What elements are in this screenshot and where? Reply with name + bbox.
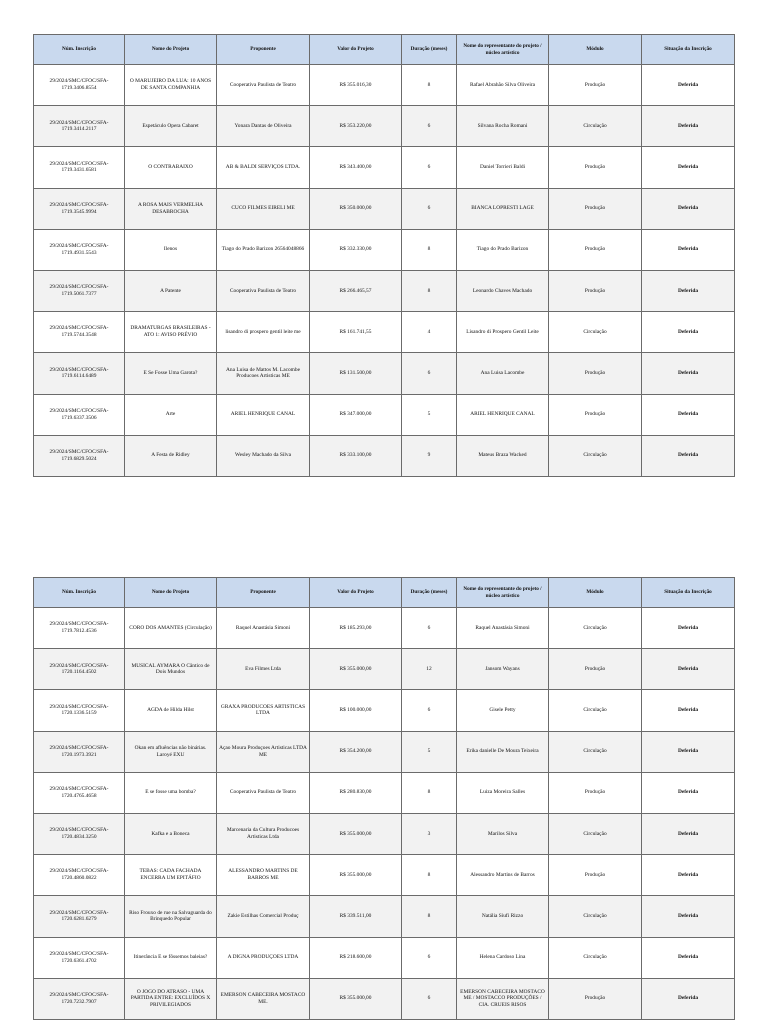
cell-project-value: R$ 280.830,00 (310, 772, 402, 813)
cell-module: Produção (549, 353, 642, 394)
cell-representative: Lisandro di Prospero Gentil Leite (457, 312, 549, 353)
cell-status: Deferida (642, 394, 735, 435)
cell-inscricao-number: 29/2024/SMC/CFOC/SFA-1719.6337.3506 (34, 394, 125, 435)
cell-proponent: Tiago do Prado Barizon 26564048866 (217, 229, 310, 270)
table-row (34, 813, 735, 854)
cell-project-value: R$ 355.000,00 (310, 978, 402, 1019)
column-header-project-value: Valor do Projeto (310, 578, 402, 608)
cell-representative: BIANCA LOPRESTI LAGE (457, 188, 549, 229)
cell-inscricao-number: 29/2024/SMC/CFOC/SFA-1719.4931.5543 (34, 229, 125, 270)
cell-status: Deferida (642, 978, 735, 1019)
cell-project-value: R$ 218.600,00 (310, 937, 402, 978)
cell-project-name: Kafka e a Boneca (125, 813, 217, 854)
cell-status: Deferida (642, 855, 735, 896)
column-header-inscricao-number: Núm. Inscrição (34, 35, 125, 65)
cell-module: Circulação (549, 106, 642, 147)
cell-project-value: R$ 355.016,30 (310, 65, 402, 106)
cell-representative: Raquel Anastásia Simoni (457, 608, 549, 649)
cell-module: Produção (549, 855, 642, 896)
cell-duration-months: 8 (402, 855, 457, 896)
cell-project-value: R$ 355.000,00 (310, 813, 402, 854)
column-header-status: Situação da Inscrição (642, 35, 735, 65)
table-row (34, 312, 735, 353)
cell-module: Produção (549, 270, 642, 311)
column-header-inscricao-number: Núm. Inscrição (34, 578, 125, 608)
table-body (34, 608, 735, 1020)
inscricoes-table-1 (33, 34, 735, 477)
cell-module: Circulação (549, 608, 642, 649)
cell-status: Deferida (642, 188, 735, 229)
cell-inscricao-number: 29/2024/SMC/CFOC/SFA-1719.6829.5024 (34, 435, 125, 476)
cell-proponent: Cooperativa Paulista de Teatro (217, 65, 310, 106)
cell-module: Circulação (549, 435, 642, 476)
cell-project-name: Ilenos (125, 229, 217, 270)
cell-status: Deferida (642, 147, 735, 188)
column-header-project-value: Valor do Projeto (310, 35, 402, 65)
column-header-module: Módulo (549, 35, 642, 65)
cell-module: Circulação (549, 896, 642, 937)
column-header-duration-months: Duração (meses) (402, 578, 457, 608)
cell-representative: Natália Siufi Rizzo (457, 896, 549, 937)
column-header-duration-months: Duração (meses) (402, 35, 457, 65)
cell-project-value: R$ 100.000,00 (310, 690, 402, 731)
cell-project-value: R$ 355.000,00 (310, 855, 402, 896)
cell-status: Deferida (642, 435, 735, 476)
cell-project-name: DRAMATURGAS BRASILEIRAS - ATO 1: AVISO PRÉVIO (125, 312, 217, 353)
cell-project-name: A ROSA MAIS VERMELHA DESABROCHA (125, 188, 217, 229)
column-header-proponent: Proponente (217, 35, 310, 65)
cell-proponent: AB & BALDI SERVIÇOS LTDA. (217, 147, 310, 188)
cell-module: Produção (549, 65, 642, 106)
cell-module: Circulação (549, 731, 642, 772)
cell-proponent: EMERSON CABECEIRA MOSTACO ME. (217, 978, 310, 1019)
table-row (34, 270, 735, 311)
table-row (34, 353, 735, 394)
table-row (34, 649, 735, 690)
cell-proponent: ARIEL HENRIQUE CANAL (217, 394, 310, 435)
cell-duration-months: 5 (402, 394, 457, 435)
cell-inscricao-number: 29/2024/SMC/CFOC/SFA-1720.7232.7907 (34, 978, 125, 1019)
cell-project-name: Arte (125, 394, 217, 435)
cell-duration-months: 4 (402, 312, 457, 353)
cell-status: Deferida (642, 813, 735, 854)
cell-module: Produção (549, 978, 642, 1019)
table-header-row (34, 35, 735, 65)
cell-module: Produção (549, 772, 642, 813)
table-row (34, 394, 735, 435)
cell-status: Deferida (642, 353, 735, 394)
table-row (34, 188, 735, 229)
cell-representative: EMERSON CABECEIRA MOSTACO ME / MOSTACCO PRODUÇÕES / CIA. CRUEIS RISOS (457, 978, 549, 1019)
table-row (34, 772, 735, 813)
table-row (34, 435, 735, 476)
cell-status: Deferida (642, 690, 735, 731)
cell-status: Deferida (642, 772, 735, 813)
table-row (34, 608, 735, 649)
cell-representative: Tiago do Prado Barizon (457, 229, 549, 270)
table-body (34, 65, 735, 477)
cell-module: Produção (549, 394, 642, 435)
cell-duration-months: 9 (402, 435, 457, 476)
cell-project-name: TEBAS: CADA FACHADA ENCERRA UM EPITÁFIO (125, 855, 217, 896)
cell-project-value: R$ 131.500,00 (310, 353, 402, 394)
cell-project-name: A Festa de Ridley (125, 435, 217, 476)
cell-duration-months: 12 (402, 649, 457, 690)
column-header-representative: Nome do representante do projeto / núcleo artístico (457, 578, 549, 608)
cell-inscricao-number: 29/2024/SMC/CFOC/SFA-1719.3545.9994 (34, 188, 125, 229)
cell-proponent: Marcenaria da Cultura Producoes Artisticas Ltda (217, 813, 310, 854)
cell-status: Deferida (642, 731, 735, 772)
cell-status: Deferida (642, 649, 735, 690)
cell-module: Circulação (549, 690, 642, 731)
cell-inscricao-number: 29/2024/SMC/CFOC/SFA-1719.5744.3548 (34, 312, 125, 353)
cell-representative: ARIEL HENRIQUE CANAL (457, 394, 549, 435)
column-header-status: Situação da Inscrição (642, 578, 735, 608)
cell-duration-months: 8 (402, 270, 457, 311)
cell-project-value: R$ 343.400,00 (310, 147, 402, 188)
cell-project-name: E se fosse uma bomba? (125, 772, 217, 813)
cell-proponent: GRAXA PRODUCOES ARTISTICAS LTDA (217, 690, 310, 731)
cell-project-name: O CONTRABAIXO (125, 147, 217, 188)
cell-proponent: lisandro di prospero gentil leite me (217, 312, 310, 353)
column-header-project-name: Nome do Projeto (125, 578, 217, 608)
table-row (34, 65, 735, 106)
cell-module: Circulação (549, 813, 642, 854)
table-row (34, 690, 735, 731)
cell-project-value: R$ 350.000,00 (310, 188, 402, 229)
cell-module: Produção (549, 229, 642, 270)
cell-status: Deferida (642, 229, 735, 270)
cell-proponent: Wesley Machado da Silva (217, 435, 310, 476)
cell-inscricao-number: 29/2024/SMC/CFOC/SFA-1719.3431.6581 (34, 147, 125, 188)
table-row (34, 855, 735, 896)
cell-inscricao-number: 29/2024/SMC/CFOC/SFA-1720.4765.4658 (34, 772, 125, 813)
cell-duration-months: 3 (402, 813, 457, 854)
cell-representative: Leonardo Chaves Machado (457, 270, 549, 311)
cell-inscricao-number: 29/2024/SMC/CFOC/SFA-1720.1336.5159 (34, 690, 125, 731)
cell-inscricao-number: 29/2024/SMC/CFOC/SFA-1719.6114.6489 (34, 353, 125, 394)
column-header-project-name: Nome do Projeto (125, 35, 217, 65)
cell-representative: Ana Luisa Lacombe (457, 353, 549, 394)
cell-inscricao-number: 29/2024/SMC/CFOC/SFA-1720.4834.3250 (34, 813, 125, 854)
cell-status: Deferida (642, 312, 735, 353)
cell-project-value: R$ 333.100,00 (310, 435, 402, 476)
cell-representative: Mateus Braza Wacked (457, 435, 549, 476)
cell-representative: Erika danielle De Moura Teixeira (457, 731, 549, 772)
cell-representative: Marilos Silva (457, 813, 549, 854)
cell-representative: Silvana Rocha Romani (457, 106, 549, 147)
cell-proponent: Raquel Anastásia Simoni (217, 608, 310, 649)
cell-project-name: Riso Frouxo de rue na Salvaguarda do Brinquedo Popular (125, 896, 217, 937)
cell-inscricao-number: 29/2024/SMC/CFOC/SFA-1719.5061.7377 (34, 270, 125, 311)
cell-project-name: MUSICAL AYMARA O Cântico de Dois Mundos (125, 649, 217, 690)
cell-project-name: O MARUJEIRO DA LUA: 10 ANOS DE SANTA COMPANHIA (125, 65, 217, 106)
cell-duration-months: 8 (402, 896, 457, 937)
cell-proponent: ALESSANDRO MARTINS DE BARROS ME (217, 855, 310, 896)
cell-inscricao-number: 29/2024/SMC/CFOC/SFA-1719.3414.2117 (34, 106, 125, 147)
cell-project-value: R$ 354.200,00 (310, 731, 402, 772)
table-row (34, 937, 735, 978)
table-row (34, 978, 735, 1019)
cell-project-name: A Patente (125, 270, 217, 311)
column-header-representative: Nome do representante do projeto / núcleo artístico (457, 35, 549, 65)
cell-inscricao-number: 29/2024/SMC/CFOC/SFA-1719.7812.4536 (34, 608, 125, 649)
table-row (34, 147, 735, 188)
cell-project-value: R$ 332.330,00 (310, 229, 402, 270)
cell-proponent: CUCO FILMES EIRELI ME (217, 188, 310, 229)
cell-project-name: AGDA de Hilda Hilst (125, 690, 217, 731)
cell-module: Produção (549, 649, 642, 690)
cell-proponent: Açao Moura Produçoes Artisticas LTDA ME (217, 731, 310, 772)
cell-status: Deferida (642, 106, 735, 147)
cell-duration-months: 8 (402, 229, 457, 270)
cell-duration-months: 6 (402, 353, 457, 394)
cell-representative: Daniel Torrieri Baldi (457, 147, 549, 188)
cell-duration-months: 8 (402, 65, 457, 106)
cell-inscricao-number: 29/2024/SMC/CFOC/SFA-1720.4860.0822 (34, 855, 125, 896)
cell-status: Deferida (642, 608, 735, 649)
table-row (34, 106, 735, 147)
cell-representative: Luiza Moreira Salles (457, 772, 549, 813)
table-row (34, 896, 735, 937)
cell-proponent: A DIGNA PRODUÇOES LTDA (217, 937, 310, 978)
cell-inscricao-number: 29/2024/SMC/CFOC/SFA-1719.3406.8554 (34, 65, 125, 106)
cell-duration-months: 6 (402, 608, 457, 649)
cell-inscricao-number: 29/2024/SMC/CFOC/SFA-1720.6361.4702 (34, 937, 125, 978)
cell-project-name: Itinerância E se fôssemos baleias? (125, 937, 217, 978)
cell-module: Circulação (549, 312, 642, 353)
cell-project-value: R$ 185.293,00 (310, 608, 402, 649)
cell-inscricao-number: 29/2024/SMC/CFOC/SFA-1720.6281.6279 (34, 896, 125, 937)
cell-duration-months: 6 (402, 978, 457, 1019)
cell-module: Produção (549, 188, 642, 229)
table-header-row (34, 578, 735, 608)
cell-duration-months: 6 (402, 147, 457, 188)
column-header-module: Módulo (549, 578, 642, 608)
cell-inscricao-number: 29/2024/SMC/CFOC/SFA-1720.1973.3921 (34, 731, 125, 772)
cell-project-value: R$ 161.741,55 (310, 312, 402, 353)
cell-duration-months: 6 (402, 188, 457, 229)
cell-inscricao-number: 29/2024/SMC/CFOC/SFA-1720.1164.4502 (34, 649, 125, 690)
cell-project-name: Espetáculo Opera Cabaret (125, 106, 217, 147)
cell-project-name: CORO DOS AMANTES (Circulação) (125, 608, 217, 649)
cell-duration-months: 8 (402, 772, 457, 813)
cell-duration-months: 5 (402, 731, 457, 772)
cell-duration-months: 6 (402, 937, 457, 978)
column-header-proponent: Proponente (217, 578, 310, 608)
cell-module: Circulação (549, 937, 642, 978)
cell-status: Deferida (642, 65, 735, 106)
cell-proponent: Cooperativa Paulista de Teatro (217, 270, 310, 311)
cell-project-value: R$ 347.000,00 (310, 394, 402, 435)
cell-proponent: Cooperativa Paulista de Teatro (217, 772, 310, 813)
cell-project-name: Okan em afluências não binárias. Laroyé EXU (125, 731, 217, 772)
table-row (34, 229, 735, 270)
cell-project-value: R$ 266.465,57 (310, 270, 402, 311)
cell-project-name: O JOGO DO ATRASO - UMA PARTIDA ENTRE: EXCLUÍDOS X PRIVILEGIADOS (125, 978, 217, 1019)
cell-duration-months: 6 (402, 106, 457, 147)
cell-representative: Helena Cardoso Lina (457, 937, 549, 978)
cell-proponent: Zakie Estilhas Comercial Produç (217, 896, 310, 937)
cell-status: Deferida (642, 937, 735, 978)
cell-representative: Alessandro Martins de Barros (457, 855, 549, 896)
cell-proponent: Ana Luisa de Mattos M. Lacombe Producoes Artisticas ME (217, 353, 310, 394)
inscricoes-table-2 (33, 577, 735, 1020)
cell-project-value: R$ 355.000,00 (310, 649, 402, 690)
cell-project-value: R$ 339.511,00 (310, 896, 402, 937)
cell-project-name: E Se Fosse Uma Garota? (125, 353, 217, 394)
table-row (34, 731, 735, 772)
cell-proponent: Yonara Dantas de Oliveira (217, 106, 310, 147)
cell-duration-months: 6 (402, 690, 457, 731)
cell-representative: Rafael Abrahão Silva Oliveira (457, 65, 549, 106)
cell-status: Deferida (642, 896, 735, 937)
cell-module: Produção (549, 147, 642, 188)
cell-representative: Jansom Wayans (457, 649, 549, 690)
cell-proponent: Eva Filmes Ltda (217, 649, 310, 690)
cell-project-value: R$ 353.220,00 (310, 106, 402, 147)
cell-status: Deferida (642, 270, 735, 311)
cell-representative: Gisele Petty (457, 690, 549, 731)
